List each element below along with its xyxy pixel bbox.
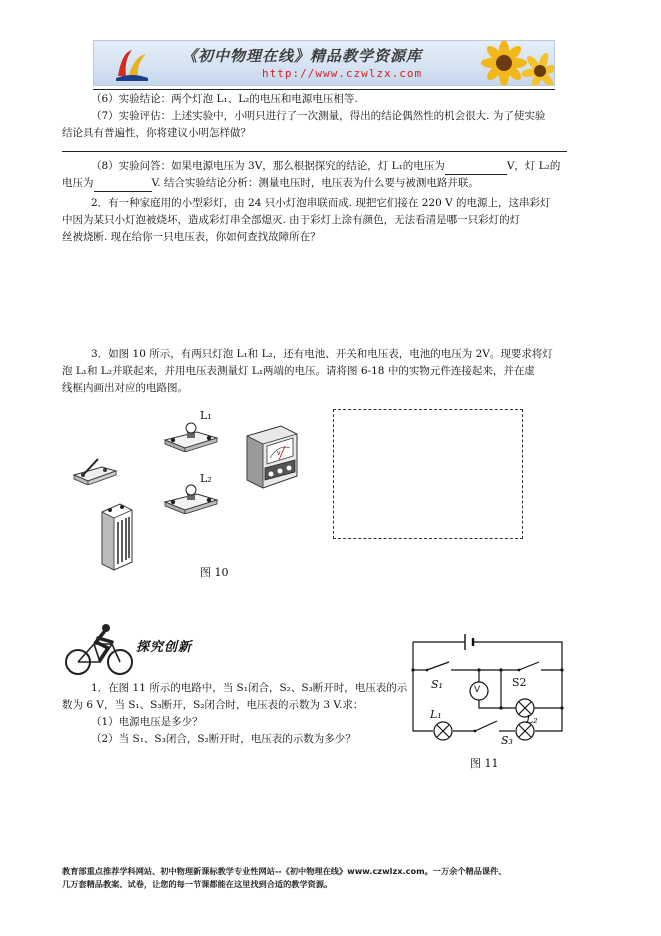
footer-line2: 几万套精品教案、试卷，让您的每一节课都能在这里找到合适的教学资源。 (62, 879, 333, 889)
lamp-l1-symbol (434, 722, 452, 740)
fig11-circuit-diagram (405, 630, 567, 756)
battery-component-icon (98, 500, 134, 574)
fig11-label-s2: S2 (512, 676, 527, 689)
p8-text-c: 电压为 (62, 177, 94, 189)
p8-text-b: V，灯 L₂的 (506, 160, 561, 172)
answer-blank-1[interactable] (445, 162, 507, 175)
fig10-label-l2: L₂ (200, 472, 212, 485)
answer-line (62, 151, 567, 152)
circuit-drawing-box[interactable] (333, 409, 523, 539)
fig11-label-s1: S₁ (431, 678, 443, 691)
section-title: 探究创新 (136, 640, 193, 655)
banner-url[interactable]: http://www.czwlzx.com (262, 67, 423, 80)
p7-line2: 结论具有普遍性，你将建议小明怎样做？ (62, 127, 251, 139)
svg-text:V: V (277, 451, 281, 457)
e1-line1: 1．在图 11 所示的电路中，当 S₁闭合，S₂、S₃断开时，电压表的示 (91, 682, 408, 694)
banner-title: 《初中物理在线》精品教学资源库 (182, 47, 423, 65)
e1-line2: 数为 6 V，当 S₁、S₃断开，S₂闭合时，电压表的示数为 3 V.求： (62, 699, 364, 711)
q3-line1: 3．如图 10 所示，有两只灯泡 L₁和 L₂，还有电池、开关和电压表，电池的电压为 2V。现要求将灯 (91, 348, 553, 360)
p8-text-a: （8）实验问答：如果电源电压为 3V，那么根据探究的结论，灯 L₁的电压为 (91, 160, 445, 172)
p8-line1 (91, 158, 560, 175)
logo-icon (112, 44, 152, 84)
e1-line3: （1）电源电压是多少？ (91, 716, 203, 728)
p6-text: （6）实验结论：两个灯泡 L₁、L₂的电压和电源电压相等. (91, 93, 358, 105)
q3-line3: 线框内画出对应的电路图。 (62, 382, 188, 394)
fig11-label-l1: L₁ (430, 708, 442, 721)
cyclist-icon (62, 622, 140, 676)
fig11-caption: 图 11 (470, 757, 499, 770)
fig11-label-s3: S₃ (501, 734, 513, 747)
q2-line2: 中因为某只小灯泡被烧坏，造成彩灯串全部熄灭. 由于彩灯上涂有颜色，无法看清是哪一只彩灯的灯 (62, 214, 521, 226)
q2-line1: 2．有一种家庭用的小型彩灯，由 24 只小灯泡串联而成. 现把它们接在 220 V 的电源上，这串彩灯 (91, 197, 551, 209)
sunflower-icon (474, 41, 555, 86)
fig10-caption: 图 10 (200, 566, 229, 579)
fig11-label-l2: L₂ (526, 713, 538, 726)
bulb-l1-icon (163, 420, 219, 452)
fig11-voltmeter-label: V (474, 685, 481, 695)
q2-line3: 丝被烧断. 现在给你一只电压表，你如何查找故障所在？ (62, 231, 321, 243)
p7-line1: （7）实验评估：上述实验中，小明只进行了一次测量，得出的结论偶然性的机会很大. 为了使实验 (91, 110, 546, 122)
switch-component-icon (72, 455, 118, 485)
p8-line2 (62, 175, 479, 192)
bulb-l2-icon (163, 482, 219, 514)
answer-blank-2[interactable] (94, 179, 152, 192)
voltmeter-component-icon (243, 422, 299, 494)
e1-line4: （2）当 S₁、S₃闭合，S₂断开时，电压表的示数为多少？ (91, 733, 356, 745)
header-rule (93, 89, 555, 90)
header-banner (93, 40, 555, 86)
fig10-label-l1: L₁ (200, 409, 212, 422)
p8-text-d: V. 结合实验结论分析：测量电压时，电压表为什么要与被测电路并联。 (151, 177, 479, 189)
q3-line2: 泡 L₁和 L₂并联起来，并用电压表测量灯 L₁两端的电压。请将图 6-18 中的实物元件连接起来，并在虚 (62, 365, 535, 377)
footer-line1: 教育部重点推荐学科网站、初中物理新课标教学专业性网站--《初中物理在线》www.czwlzx.com。一万余个精品课件、 (62, 866, 507, 876)
